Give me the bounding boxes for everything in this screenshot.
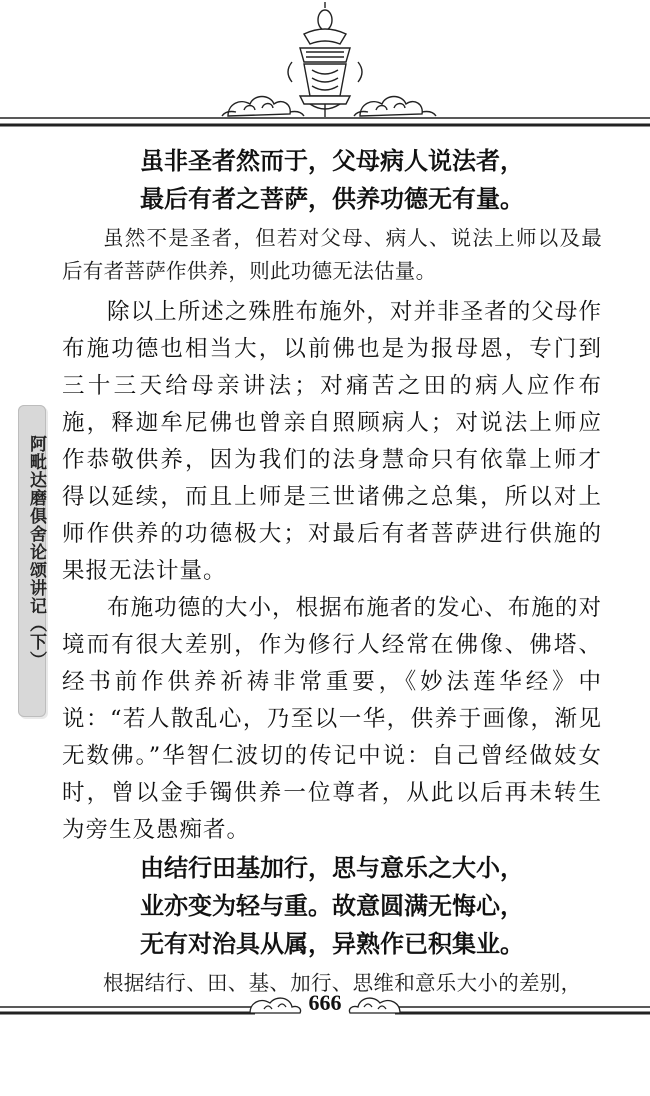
exposition-paragraph: 除以上所述之殊胜布施外，对并非圣者的父母作布施功德也相当大，以前佛也是为报母恩，专门到三十三天给母亲讲法；对痛苦之田的病人应作布施，释迦牟尼佛也曾亲自照顾病人；对说法上师应作恭敬供养，因为我们的法身慧命只有依靠上师才得以延续，而且上师是三世诸佛之总集，所以对上师作供养的功德极大；对最后有者菩萨进行供施的果报无法计量。 <box>62 299 602 584</box>
verse-line: 由结行田基加行，思与意乐之大小， <box>140 854 524 882</box>
book-title: 阿毗达磨俱舍论颂讲记（下） <box>26 435 46 669</box>
header-rules <box>0 118 650 125</box>
verse-line: 最后有者之菩萨，供养功德无有量。 <box>140 185 524 213</box>
page-content <box>62 142 602 1000</box>
commentary-paragraph: 根据结行、田、基、加行、思维和意乐大小的差别， <box>103 971 582 995</box>
right-cloud-scroll <box>354 97 436 117</box>
victory-banner-emblem <box>288 2 362 117</box>
left-cloud-scroll <box>222 97 304 117</box>
verse-line: 虽非圣者然而于，父母病人说法者， <box>140 147 524 175</box>
page-number: 666 <box>308 990 342 1015</box>
exposition-paragraph: 布施功德的大小，根据布施者的发心、布施的对境而有很大差别，作为修行人经常在佛像、佛塔、经书前作供养祈祷非常重要，《妙法莲华经》中说：“若人散乱心，乃至以一华，供养于画像，渐见无数佛。”华智仁波切的传记中说：自己曾经做妓女时，曾以金手镯供养一位尊者，从此以后再未转生为旁生及愚痴者。 <box>62 595 602 843</box>
header-ornament <box>0 0 650 140</box>
commentary-paragraph: 虽然不是圣者，但若对父母、病人、说法上师以及最后有者菩萨作供养，则此功德无法估量。 <box>62 226 602 283</box>
verse-line: 无有对治具从属，异熟作已积集业。 <box>140 930 524 958</box>
verse-line: 业亦变为轻与重。故意圆满无悔心， <box>140 892 524 920</box>
side-title-tab <box>18 405 46 717</box>
